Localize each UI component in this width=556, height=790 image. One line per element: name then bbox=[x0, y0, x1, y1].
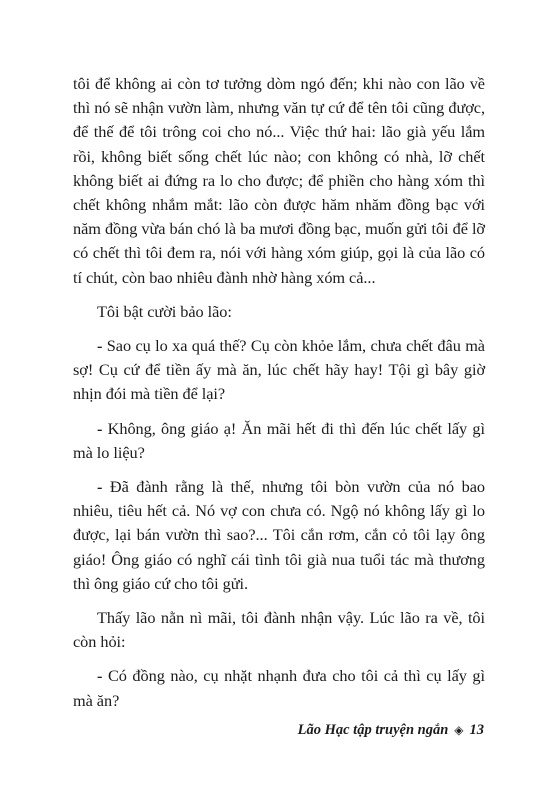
paragraph-1 bbox=[73, 72, 485, 290]
body-text bbox=[73, 72, 485, 723]
paragraph-text: tôi để không ai còn tơ tưởng dòm ngó đến; khi nào con lão về thì nó sẽ nhận vườn làm, nhưng văn tự cứ để tên tôi cũng được, để thế để tôi trông coi cho nó... Việc thứ hai: lão già yếu lắm rồi, không biết sống chết lúc nào; con không có nhà, lỡ chết không biết ai đứng ra lo cho được; để phiền cho hàng xóm thì chết không nhắm mắt: lão còn được hăm nhăm đồng bạc với năm đồng vừa bán chó là ba mươi đồng bạc, muốn gửi tôi để lỡ có chết thì tôi đem ra, nói với hàng xóm giúp, gọi là của lão có tí chút, còn bao nhiêu đành nhờ hàng xóm cả... bbox=[73, 74, 485, 287]
dialogue-paragraph-5 bbox=[73, 475, 485, 596]
paragraph-text: Đã đành rằng là thế, nhưng tôi bòn vườn của nó bao nhiêu, tiêu hết cả. Nó vợ con chưa có. Ngộ nó không lấy gì lo được, lại bán vườn thì sao?... Tôi cắn rơm, cắn cỏ tôi lạy ông giáo! Ông giáo có nghĩ cái tình tôi già nua tuổi tác mà thương thì ông giáo cứ cho tôi gửi. bbox=[73, 477, 485, 593]
paragraph-text: Có đồng nào, cụ nhặt nhạnh đưa cho tôi cả thì cụ lấy gì mà ăn? bbox=[73, 666, 485, 710]
diamond-ornament-icon: ◈ bbox=[454, 723, 464, 737]
dialogue-paragraph-3 bbox=[73, 334, 485, 407]
dialogue-dash: - bbox=[97, 418, 108, 438]
dialogue-dash: - bbox=[97, 666, 108, 686]
dialogue-paragraph-7 bbox=[73, 664, 485, 712]
paragraph-6 bbox=[73, 606, 485, 654]
page-footer bbox=[298, 722, 484, 739]
dialogue-paragraph-4 bbox=[73, 417, 485, 465]
dialogue-dash: - bbox=[97, 336, 107, 356]
paragraph-text: Tôi bật cười bảo lão: bbox=[97, 301, 232, 321]
book-title: Lão Hạc tập truyện ngắn bbox=[297, 722, 449, 738]
paragraph-text: Thấy lão nằn nì mãi, tôi đành nhận vậy. Lúc lão ra về, tôi còn hỏi: bbox=[73, 608, 485, 652]
dialogue-dash: - bbox=[97, 477, 110, 497]
paragraph-2 bbox=[73, 300, 485, 324]
paragraph-text: Không, ông giáo ạ! Ăn mãi hết đi thì đến lúc chết lấy gì mà lo liệu? bbox=[73, 418, 485, 462]
page-number: 13 bbox=[469, 722, 484, 738]
paragraph-text: Sao cụ lo xa quá thế? Cụ còn khỏe lắm, chưa chết đâu mà sợ! Cụ cứ để tiền ấy mà ăn, lúc chết hãy hay! Tội gì bây giờ nhịn đói mà tiền để lại? bbox=[73, 336, 485, 404]
